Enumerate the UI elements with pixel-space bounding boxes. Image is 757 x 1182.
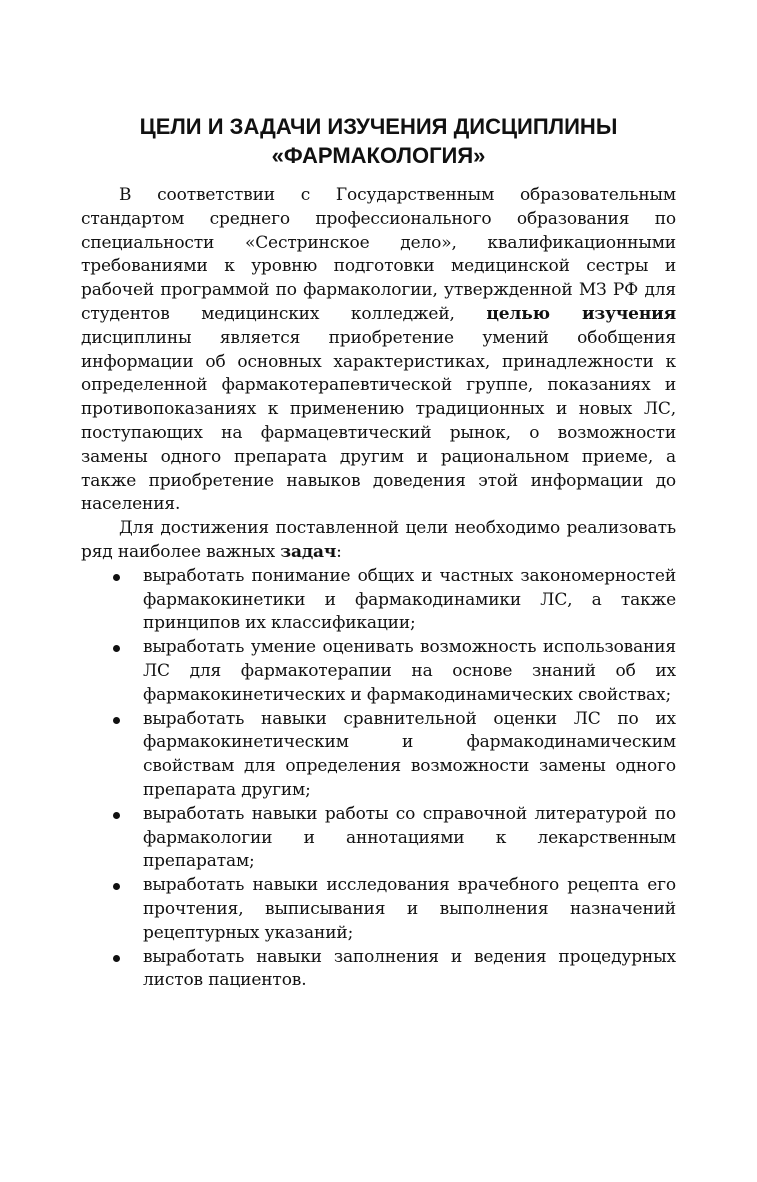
- list-item: [81, 803, 676, 874]
- tasks-list: [81, 565, 676, 993]
- list-item: [81, 565, 676, 636]
- list-item: [81, 636, 676, 707]
- title-line-1: ЦЕЛИ И ЗАДАЧИ ИЗУЧЕНИЯ ДИСЦИПЛИНЫ: [139, 114, 618, 139]
- task-text: выработать навыки работы со справочной литературой по фармакологии и аннотациями к лекарственным препаратам;: [143, 803, 676, 872]
- bullet-icon: [113, 574, 120, 581]
- goal-emphasis: целью изучения: [486, 303, 676, 324]
- list-item: [81, 874, 676, 945]
- task-text: выработать навыки заполнения и ведения процедурных листов пациентов.: [143, 946, 676, 991]
- list-item: [81, 946, 676, 994]
- task-text: выработать навыки сравнительной оценки ЛС по их фармакокинетическим и фармакодинамическим свойствам для определения возможности замены одного препарата другим;: [143, 708, 676, 800]
- task-text: выработать умение оценивать возможность использования ЛС для фармакотерапии на основе знаний об их фармакокинетических и фармакодинамических свойствах;: [143, 637, 676, 705]
- tasks-intro-colon: :: [336, 541, 342, 562]
- bullet-icon: [113, 955, 120, 962]
- goal-text-start: В соответствии с Государственным образовательным стандартом среднего профессионального образования по специальности «Сестринское дело», квалификационными требованиями к уровню подготовки медицинской сестры и рабочей программой по фармакологии, утвержденной МЗ РФ для студентов медицинских колледжей,: [81, 185, 676, 324]
- bullet-icon: [113, 717, 120, 724]
- goal-paragraph: [81, 184, 676, 517]
- bullet-icon: [113, 645, 120, 652]
- tasks-emphasis: задач: [280, 541, 337, 562]
- page-title: [81, 112, 676, 170]
- task-text: выработать понимание общих и частных закономерностей фармакокинетики и фармакодинамики ЛС, а также принципов их классификации;: [143, 565, 676, 634]
- list-item: [81, 708, 676, 803]
- title-line-2: «ФАРМАКОЛОГИЯ»: [271, 143, 486, 168]
- goal-text-end: дисциплины является приобретение умений обобщения информации об основных характеристиках, принадлежности к определенной фармакотерапевтической группе, показаниях и противопоказаниях к применению традиционных и новых ЛС, поступающих на фармацевтический рынок, о возможности замены одного препарата другим и рациональном приеме, а также приобретение навыков доведения этой информации до населения.: [81, 327, 676, 515]
- task-text: выработать навыки исследования врачебного рецепта его прочтения, выписывания и выполнения назначений рецептурных указаний;: [143, 875, 676, 943]
- bullet-icon: [113, 812, 120, 819]
- tasks-intro-text: Для достижения поставленной цели необходимо реализовать ряд наиболее важных: [81, 518, 676, 562]
- tasks-intro-paragraph: [81, 517, 676, 565]
- bullet-icon: [113, 883, 120, 890]
